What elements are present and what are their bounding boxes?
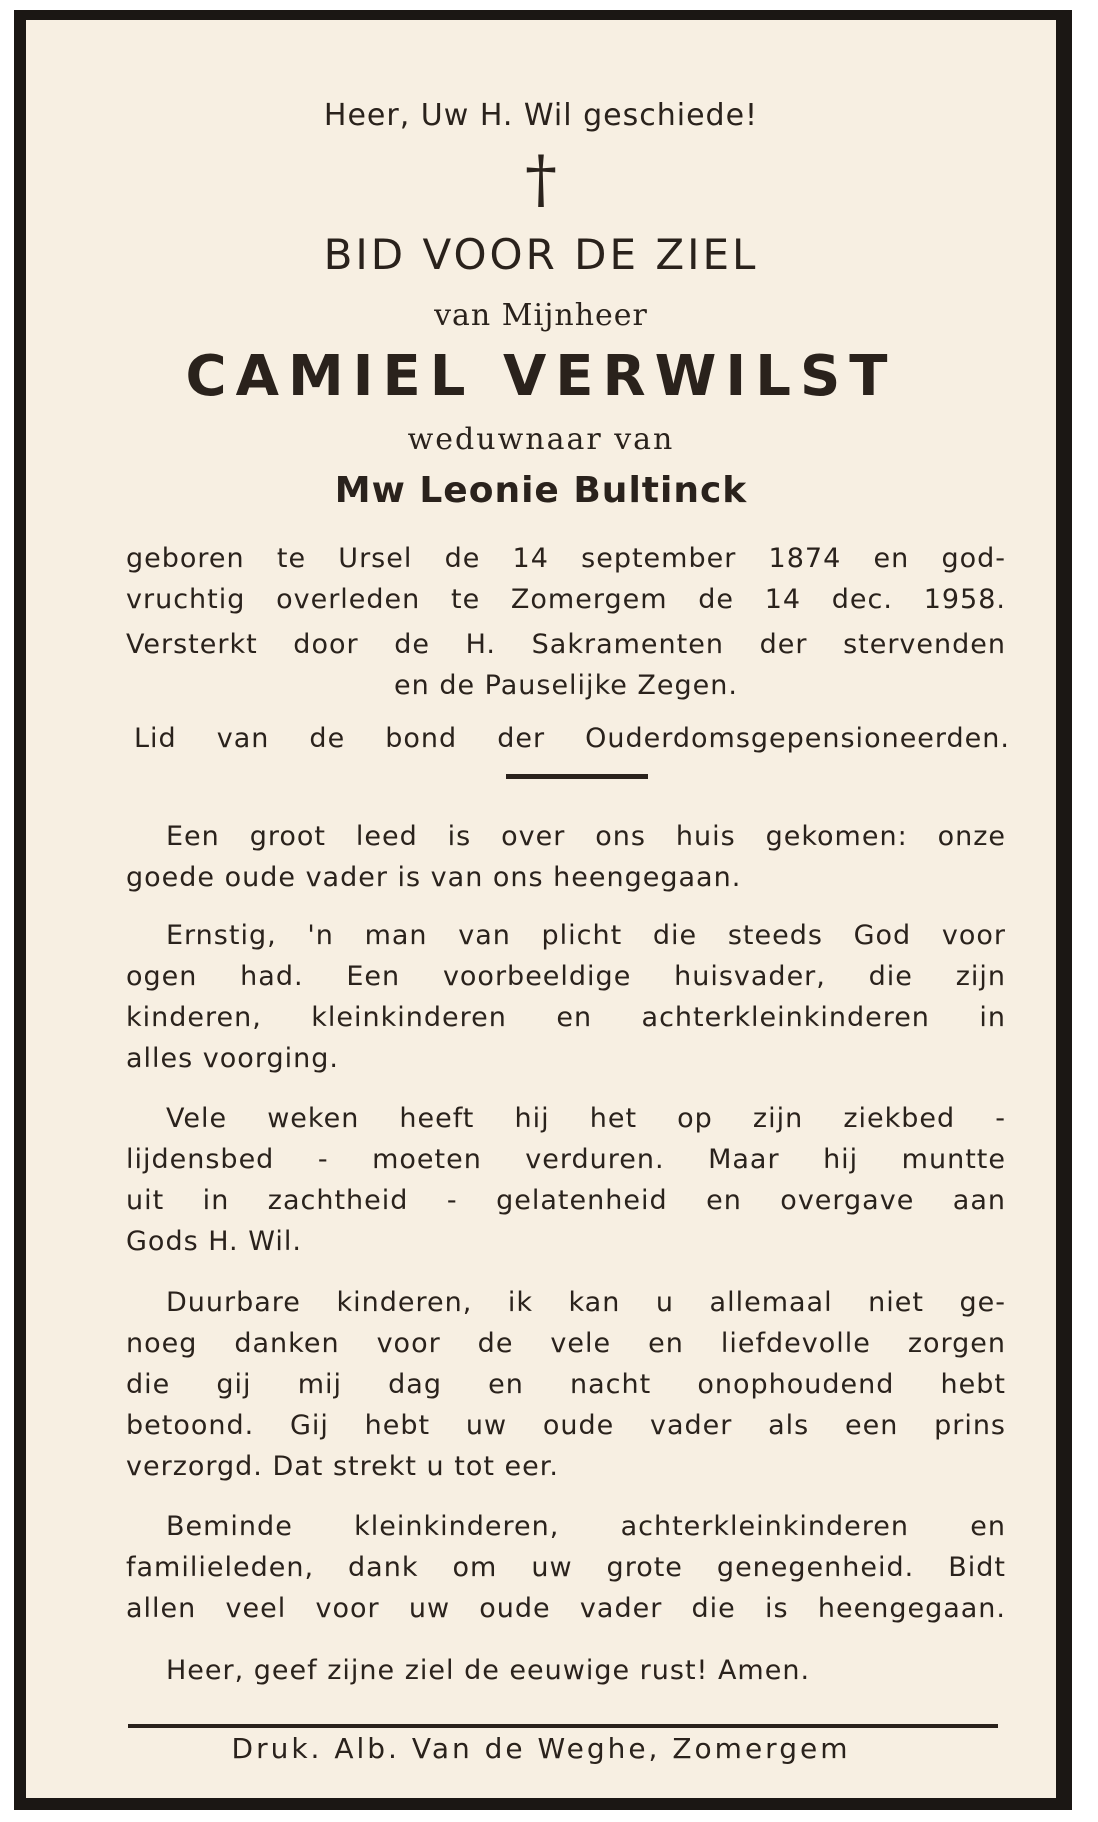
deceased-name: CAMIEL VERWILST [185, 344, 897, 409]
spouse-name: Mw Leonie Bultinck [334, 470, 748, 511]
paragraph-line: familieleden, dank om uw grote genegenheid. Bidt [126, 1552, 1006, 1583]
paragraph [126, 915, 1006, 1079]
sacraments-text [126, 624, 1006, 706]
sacraments-line: Versterkt door de H. Sakramenten der stervenden [126, 629, 1006, 660]
membership-text [134, 718, 1010, 759]
paragraph-line: uit in zachtheid - gelatenheid en overgave aan [126, 1185, 1006, 1216]
paragraph [126, 1282, 1006, 1487]
divider-long [128, 1724, 998, 1728]
paragraph [126, 1506, 1006, 1629]
card-content [26, 20, 1056, 1798]
paragraph [126, 1098, 1006, 1262]
paragraph-line: noeg danken voor de vele en liefdevolle zorgen [126, 1328, 1006, 1359]
paragraph-line: Vele weken heeft hij het op zijn ziekbed - [166, 1103, 1006, 1134]
birth-death-line: vruchtig overleden te Zomergem de 14 dec. 1958. [126, 584, 1006, 615]
card-paper [14, 10, 1072, 1810]
closing-prayer [126, 1650, 1006, 1691]
cross-icon: † [525, 143, 557, 217]
birth-death-line: geboren te Ursel de 14 september 1874 en god- [126, 543, 1006, 574]
paragraph-line: die gij mij dag en nacht onophoudend hebt [126, 1369, 1006, 1400]
paragraph-line: Ernstig, 'n man van plicht die steeds God voor [166, 920, 1006, 951]
printer-credit: Druk. Alb. Van de Weghe, Zomergem [231, 1732, 851, 1765]
paragraph-line: lijdensbed - moeten verduren. Maar hij muntte [126, 1144, 1006, 1175]
paragraph-line: Heer, geef zijne ziel de eeuwige rust! Amen. [166, 1655, 811, 1686]
paragraph-line: Gods H. Wil. [126, 1226, 302, 1257]
paragraph-line: alles voorging. [126, 1043, 339, 1074]
divider-short [506, 774, 648, 779]
honorific: van Mijnheer [434, 298, 648, 333]
paragraph [126, 816, 1006, 898]
paragraph-line: Een groot leed is over ons huis gekomen: onze [166, 821, 1006, 852]
birth-death-text [126, 538, 1006, 620]
paragraph-line: verzorgd. Dat strekt u tot eer. [126, 1451, 559, 1482]
paragraph-line: goede oude vader is van ons heengegaan. [126, 862, 742, 893]
invocation: Heer, Uw H. Wil geschiede! [323, 98, 759, 133]
paragraph-line: betoond. Gij hebt uw oude vader als een prins [126, 1410, 1006, 1441]
paragraph-line: Beminde kleinkinderen, achterkleinkinderen en [166, 1511, 1006, 1542]
membership-line: Lid van de bond der Ouderdomsgepensioneerden. [134, 723, 1010, 754]
paragraph-line: ogen had. Een voorbeeldige huisvader, die zijn [126, 961, 1006, 992]
paragraph-line: Duurbare kinderen, ik kan u allemaal niet ge- [166, 1287, 1006, 1318]
sacraments-line: en de Pauselijke Zegen. [394, 670, 738, 701]
paragraph-line: allen veel voor uw oude vader die is heengegaan. [126, 1593, 1006, 1624]
paragraph-line: kinderen, kleinkinderen en achterkleinkinderen in [126, 1002, 1006, 1033]
heading: BID VOOR DE ZIEL [323, 230, 759, 279]
relation: weduwnaar van [407, 422, 675, 457]
